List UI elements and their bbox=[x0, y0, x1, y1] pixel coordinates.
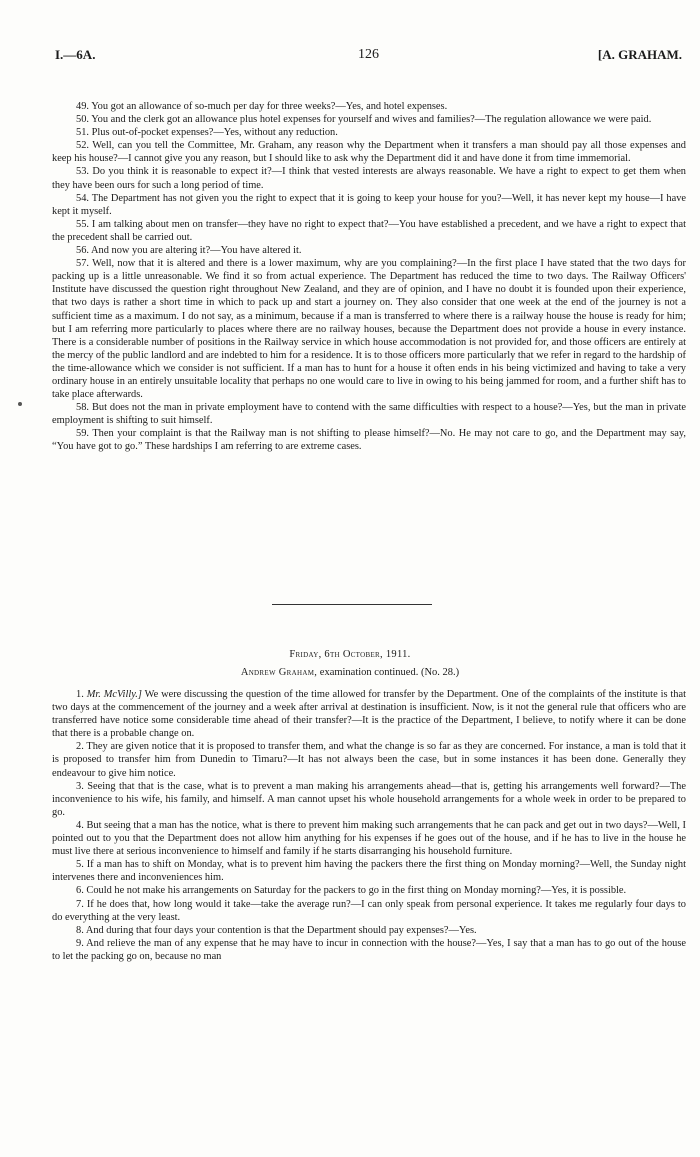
paragraph: 53. Do you think it is reasonable to expect it?—I think that vested interests are always reasonable. We have a right to expect to get them when they have been ours for such a long period of time. bbox=[52, 166, 686, 191]
paragraph: 50. You and the clerk got an allowance plus hotel expenses for yourself and wives and families?—The regulation allowance we were paid. bbox=[76, 114, 652, 126]
examination-note: examination continued. (No. 28.) bbox=[319, 667, 460, 678]
testimony-block-2 bbox=[52, 688, 686, 963]
paragraph: 52. Well, can you tell the Committee, Mr. Graham, any reason why the Department when it transfers a man should pay all those expenses and keep his house?—I cannot give you any reason, but I should like to ask why the Department did it and have done it from time immemorial. bbox=[52, 140, 686, 165]
paragraph: 51. Plus out-of-pocket expenses?—Yes, without any reduction. bbox=[76, 127, 338, 139]
paragraph: 6. Could he not make his arrangements on Saturday for the packers to go in the first thing on Monday morning?—Yes, it is possible. bbox=[76, 885, 627, 897]
paragraph: 5. If a man has to shift on Monday, what is to prevent him having the packers there the first thing on Monday morning?—Well, the Sunday night intervenes there and inconveniences him. bbox=[52, 859, 686, 884]
margin-mark bbox=[18, 402, 22, 406]
paragraph: 57. Well, now that it is altered and there is a lower maximum, why are you complaining?—In the first place I have stated that the two days for packing up is a little unreasonable. We find it so from actual experience. The Department has reduced the time to two days. The Railway Officers' Institute have discussed the question right throughout New Zealand, and they are of opinion, and I have no doubt it is founded upon their experience, that two days is rather a short time in which to pack up and start a journey on. They also consider that one week at the end of the journey is not a sufficient time as a maximum. I do not say, as a minimum, because if a man is transferred to where there is a railway house the house is ready for him; but I am referring more particularly to places where there are no railway houses, because the Department does not provide a house in every instance. There is a considerable number of positions in the Railway service in which house accommodation is not provided for, and those officers are entirely at the mercy of the public landlord and are indebted to him for a residence. It is to those officers more particularly that we refer in regard to the hardship of the time-allowance which we consider is not sufficient. If a man has to hunt for a house it often ends in his being victimized and having to take a very ordinary house in an entirely unsuitable locality that perhaps no one would care to live in owing to his being jammed for room, and a further shift has to take place afterwards. bbox=[52, 258, 686, 401]
header-parliamentary-ref: I.—6A. bbox=[55, 47, 96, 62]
paragraph: 3. Seeing that that is the case, what is to prevent a man making his arrangements ahead—that is, getting his arrangements well forward?—The inconvenience to his wife, his family, and himself. A man cannot upset his whole household arrangements for a whole week in order to be prepared to go. bbox=[52, 780, 686, 818]
witness-name: Andrew Graham, bbox=[240, 667, 318, 678]
paragraph: 7. If he does that, how long would it take—take the average run?—I can only speak from personal experience. It takes me regularly four days to do everything at the very least. bbox=[52, 898, 686, 923]
paragraph: 9. And relieve the man of any expense that he may have to incur in connection with the house?—Yes, I say that a man has to go out of the house to let the packing go on, because no man bbox=[52, 937, 686, 962]
session-date: Friday, 6th October, 1911. bbox=[289, 649, 411, 660]
paragraph: 8. And during that four days your contention is that the Department should pay expenses?—Yes. bbox=[76, 924, 477, 936]
question-number: 1. bbox=[76, 689, 84, 700]
paragraph-text: We were discussing the question of the time allowed for transfer by the Department. One of the complaints of the institute is that two days at the commencement of the journey and a week after arrival at destination is insufficient. Now, is it not the general rule that officers who are transferred have notice some considerable time ahead of their transfer?—It is the practice of the Department, I believe, to notify where it can be done that there is a probable change on. bbox=[52, 689, 686, 740]
paragraph: 58. But does not the man in private employment have to contend with the same difficulties with respect to a house?—Yes, but the man in private employment is shifting to suit himself. bbox=[52, 402, 686, 427]
header-witness: [A. GRAHAM. bbox=[597, 47, 682, 62]
page-number: 126 bbox=[358, 47, 379, 62]
page-header bbox=[55, 47, 682, 69]
paragraph: 2. They are given notice that it is proposed to transfer them, and what the change is so far as they are concerned. For instance, a man is told that it is proposed to transfer him from Dunedin to Timaru?—It has not always been the case, but in some instances it has been done. Generally they endeavour to give him notice. bbox=[52, 741, 686, 779]
testimony-block-1 bbox=[52, 100, 686, 454]
paragraph: 59. Then your complaint is that the Railway man is not shifting to please himself?—No. He may not care to go, and the Department may say, “You have got to go.” These hardships I am referring to are extreme cases. bbox=[52, 428, 686, 453]
paragraph: 49. You got an allowance of so-much per day for three weeks?—Yes, and hotel expenses. bbox=[76, 101, 448, 112]
paragraph: 56. And now you are altering it?—You have altered it. bbox=[76, 245, 302, 257]
witness-subheading bbox=[0, 667, 700, 678]
paragraph: 55. I am talking about men on transfer—they have no right to expect that?—You have established a precedent, and we have a right to expect that the precedent shall be carried out. bbox=[52, 218, 686, 243]
paragraph: 4. But seeing that a man has the notice, what is there to prevent him making such arrangements that he can pack and get out in two days?—Well, I pointed out to you that the Department does not allow him anything for his expenses if he goes out of the house, and if he has to live in the house he must live there at serious inconvenience to himself and family if he starts disarranging his household furniture. bbox=[52, 819, 686, 858]
paragraph bbox=[52, 688, 686, 740]
paragraph: 54. The Department has not given you the right to expect that it is going to keep your house for you?—Well, it has never kept my house—I have kept it myself. bbox=[52, 192, 686, 217]
speaker-name: Mr. McVilly.] bbox=[86, 689, 142, 700]
section-divider bbox=[272, 604, 432, 605]
